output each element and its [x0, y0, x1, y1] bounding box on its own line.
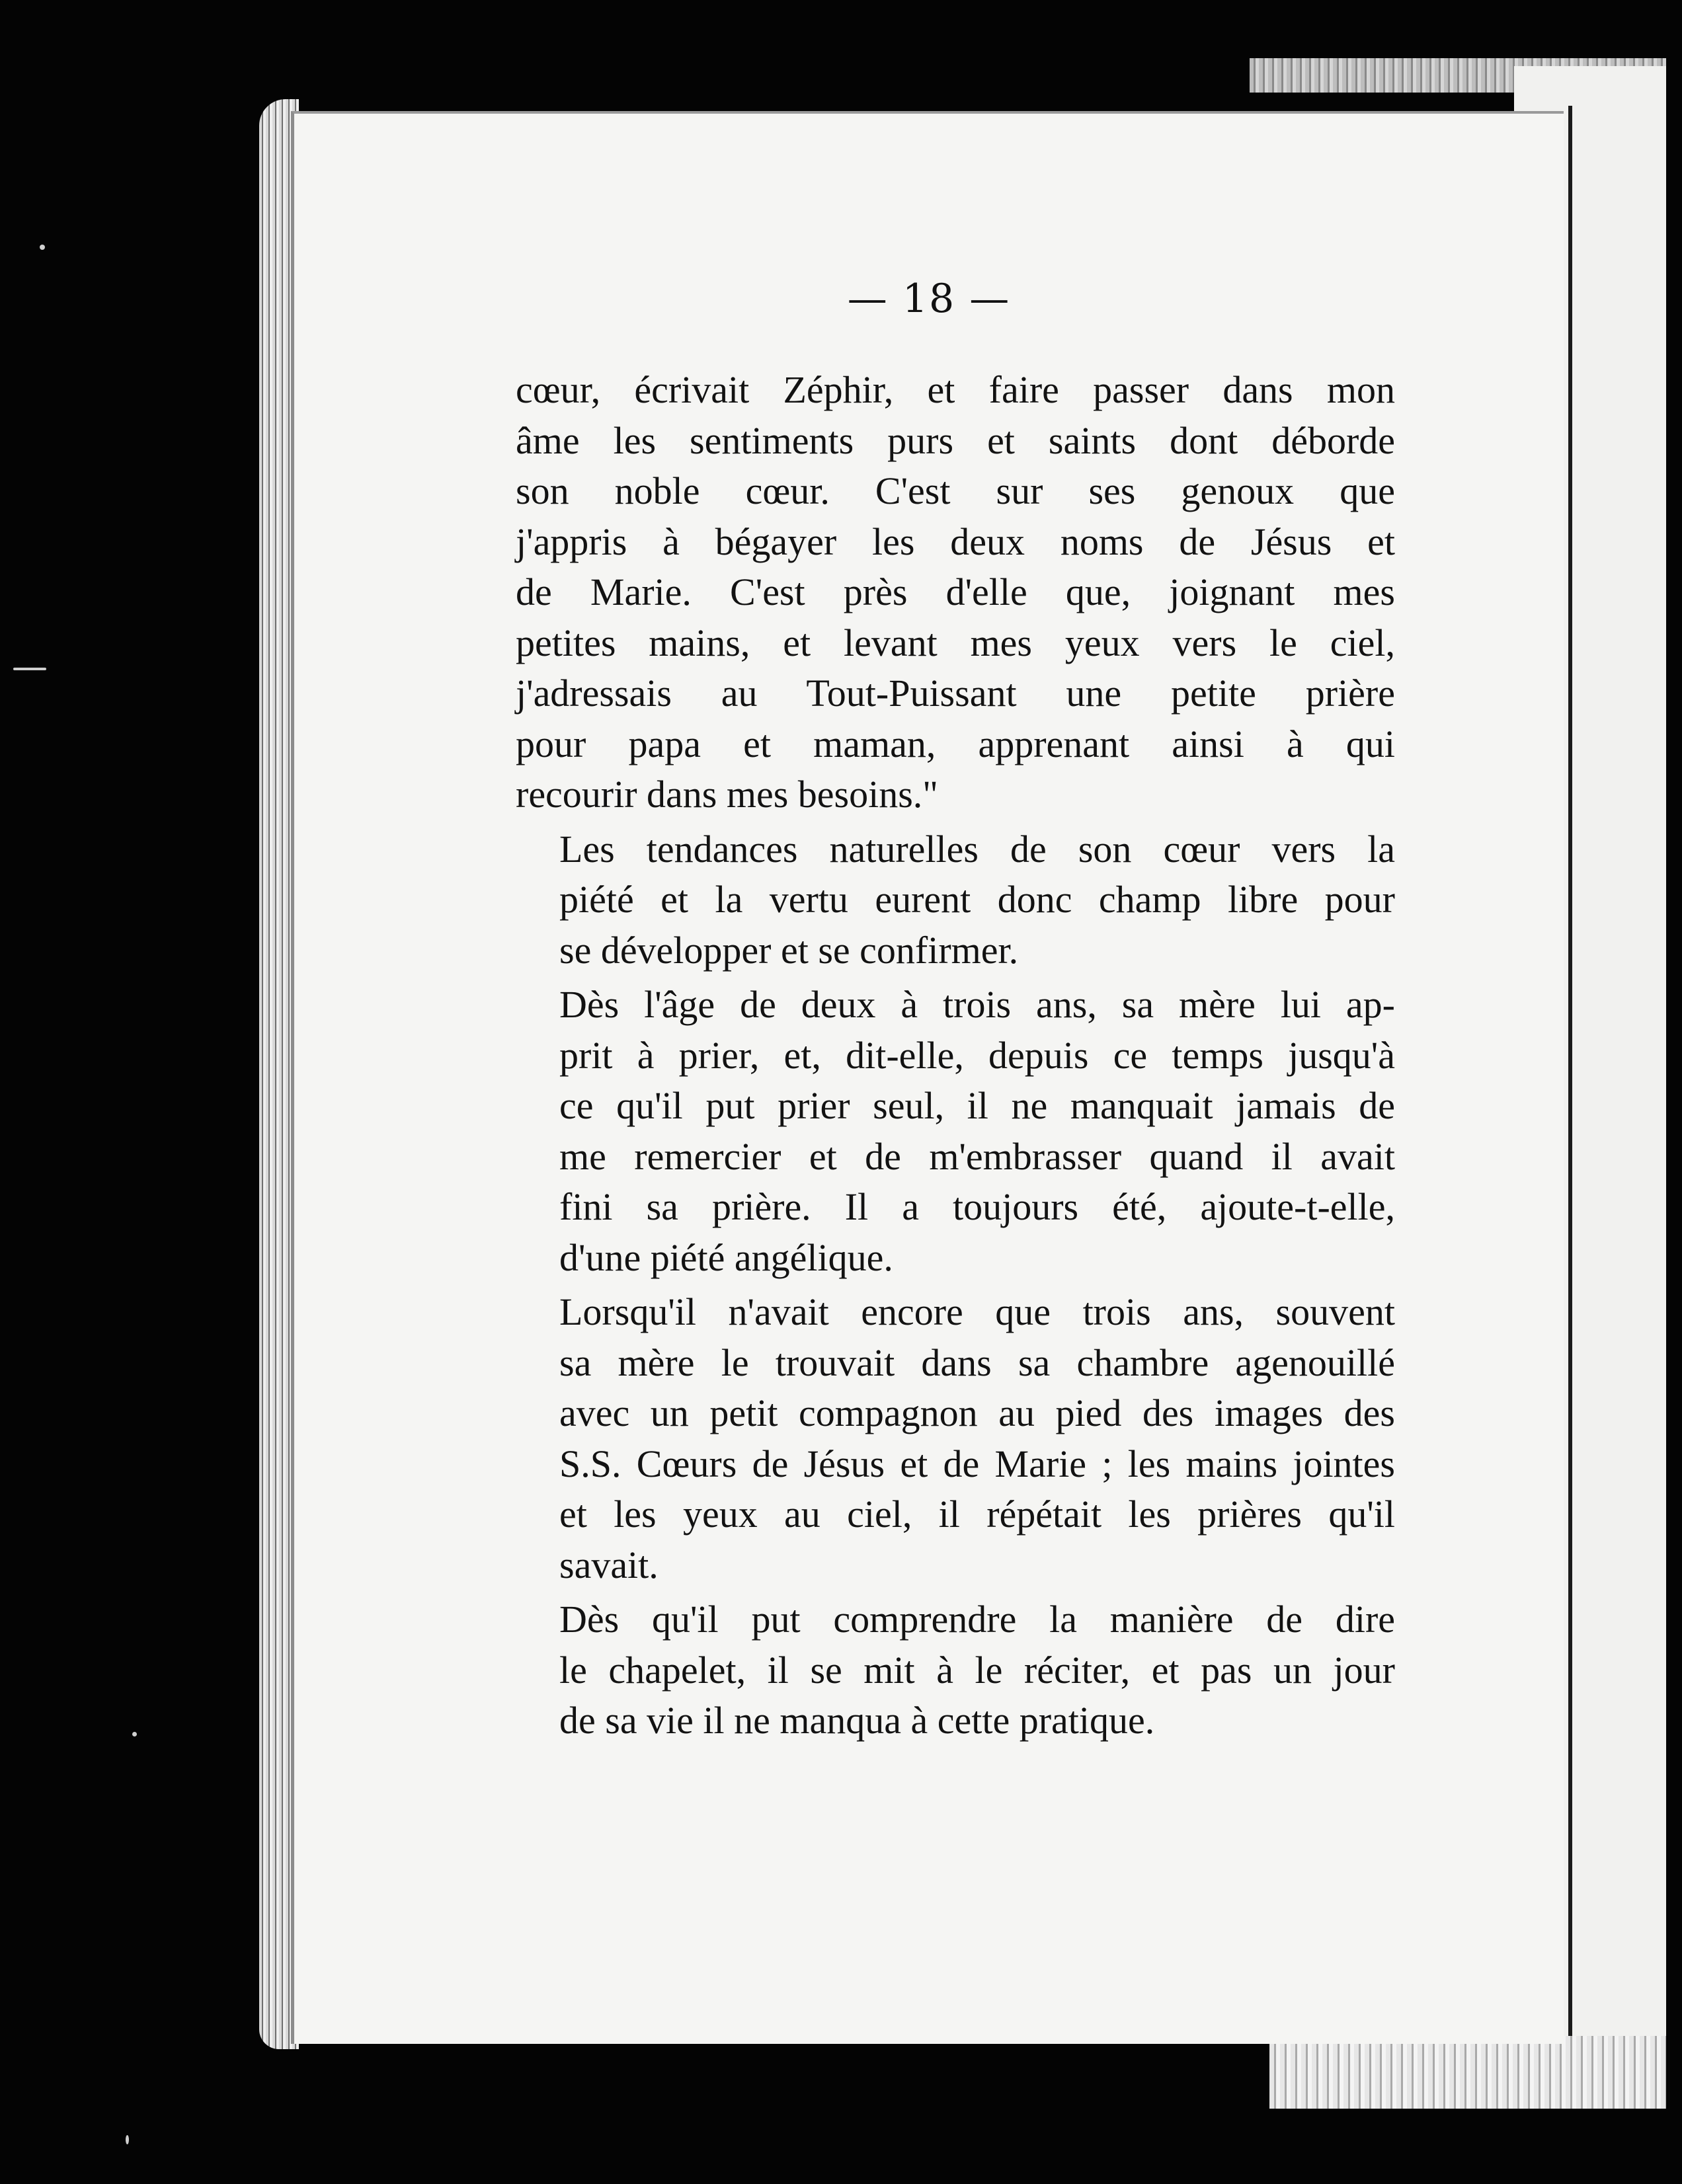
text-line: Dès qu'il put comprendre la manière de dire — [559, 1598, 1395, 1641]
page-number: — 18 — — [847, 276, 1011, 322]
text-line: fini sa prière. Il a toujours été, ajoute-t-elle, — [559, 1185, 1395, 1228]
text-line: le chapelet, il se mit à le réciter, et pas un jour — [559, 1648, 1395, 1692]
scan-speck — [126, 2135, 129, 2144]
text-line: recourir dans mes besoins." — [516, 773, 938, 816]
facing-page-gutter — [1568, 106, 1572, 2036]
text-line: sa mère le trouvait dans sa chambre agenouillé — [559, 1341, 1395, 1384]
facing-page-bottom-edge — [1269, 2036, 1666, 2109]
text-line: avec un petit compagnon au pied des images des — [559, 1391, 1395, 1434]
paragraph — [516, 980, 1395, 1283]
scan-speck — [132, 1732, 137, 1736]
text-line: piété et la vertu eurent donc champ libre pour — [559, 878, 1395, 921]
scan-speck — [40, 245, 45, 250]
text-line: S.S. Cœurs de Jésus et de Marie ; les mains jointes — [559, 1442, 1395, 1485]
text-line: ce qu'il put prier seul, il ne manquait jamais de — [559, 1084, 1395, 1127]
text-line: prit à prier, et, dit-elle, depuis ce temps jusqu'à — [559, 1033, 1395, 1077]
text-line: Lorsqu'il n'avait encore que trois ans, souvent — [559, 1290, 1395, 1333]
text-line: de Marie. C'est près d'elle que, joignant mes — [516, 570, 1395, 613]
text-line: cœur, écrivait Zéphir, et faire passer dans mon — [516, 368, 1395, 411]
text-line: âme les sentiments purs et saints dont déborde — [516, 418, 1395, 462]
paragraph — [516, 1594, 1395, 1746]
scan-speck — [13, 668, 46, 670]
text-line: son noble cœur. C'est sur ses genoux que — [516, 469, 1395, 512]
paragraph — [516, 365, 1395, 820]
text-line: j'adressais au Tout-Puissant une petite prière — [516, 672, 1395, 715]
text-line: Dès l'âge de deux à trois ans, sa mère lui ap- — [559, 983, 1395, 1026]
text-line: d'une piété angélique. — [559, 1235, 893, 1279]
paragraph — [516, 824, 1395, 976]
paragraph — [516, 1287, 1395, 1590]
book-page — [291, 111, 1564, 2044]
text-line: se développer et se confirmer. — [559, 928, 1019, 972]
text-line: petites mains, et levant mes yeux vers le ciel, — [516, 621, 1395, 664]
text-line: et les yeux au ciel, il répétait les prières qu'il — [559, 1493, 1395, 1536]
page-body-text — [516, 365, 1395, 1750]
text-line: de sa vie il ne manqua à cette pratique. — [559, 1699, 1155, 1742]
text-line: me remercier et de m'embrasser quand il avait — [559, 1134, 1395, 1178]
text-line: Les tendances naturelles de son cœur vers la — [559, 827, 1395, 871]
text-line: j'appris à bégayer les deux noms de Jésus et — [516, 520, 1395, 563]
text-line: pour papa et maman, apprenant ainsi à qui — [516, 722, 1395, 765]
text-line: savait. — [559, 1543, 659, 1586]
